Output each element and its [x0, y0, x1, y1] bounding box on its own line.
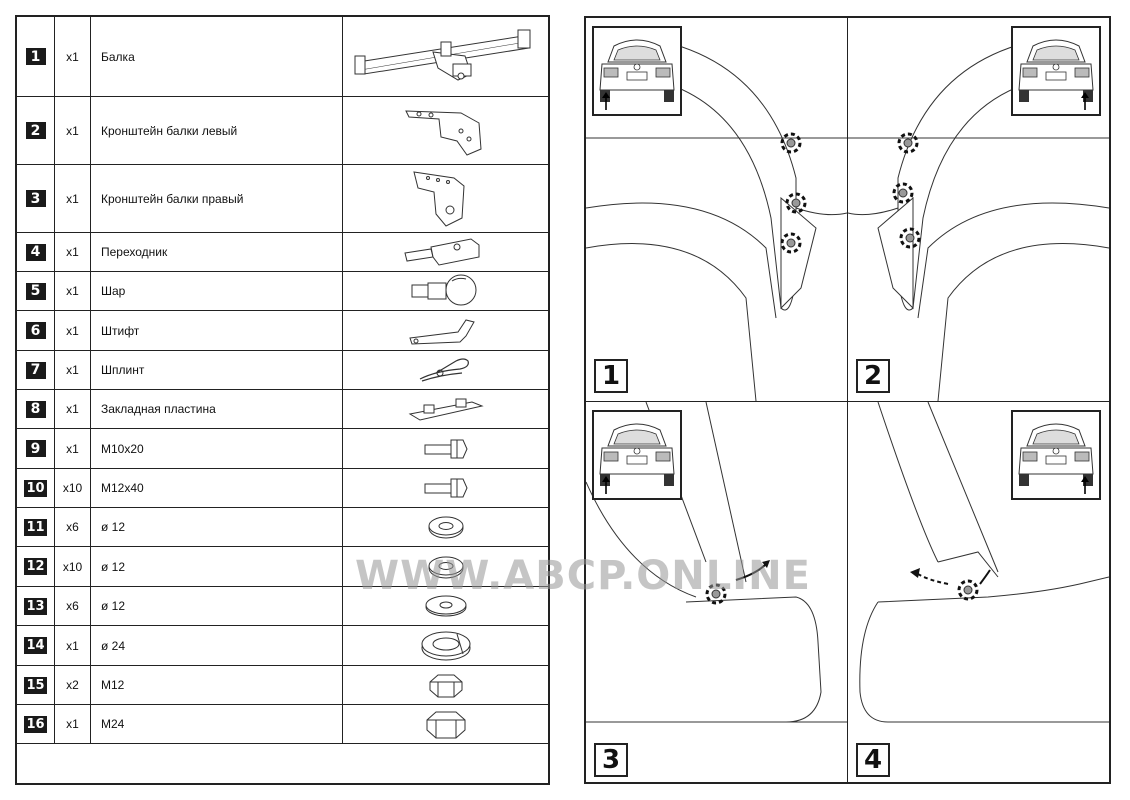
car-rear-right-arrow-icon [1011, 26, 1101, 116]
part-number-cell [17, 547, 55, 586]
part-number-cell [17, 626, 55, 665]
part-name: ø 12 [91, 587, 343, 625]
part-number-cell [17, 429, 55, 468]
parts-row [17, 429, 548, 469]
washer-icon [343, 547, 548, 586]
panel-divider-vertical [847, 18, 848, 782]
part-name: Шплинт [91, 351, 343, 389]
part-number: 12 [24, 558, 47, 575]
part-quantity: x1 [55, 233, 91, 271]
tow-ball-icon [343, 272, 548, 310]
part-number: 3 [26, 190, 46, 207]
car-rear-right-arrow-icon [1011, 410, 1101, 500]
part-number-cell [17, 469, 55, 507]
adapter-icon [343, 233, 548, 271]
part-number: 10 [24, 480, 47, 497]
part-number-cell [17, 390, 55, 428]
nut-icon [343, 666, 548, 704]
parts-row [17, 351, 548, 390]
installation-steps [584, 16, 1111, 784]
part-number-cell [17, 666, 55, 704]
install-step-panel [586, 402, 847, 785]
install-step-panel [848, 18, 1109, 401]
part-number: 9 [26, 440, 46, 457]
part-number: 14 [24, 637, 47, 654]
parts-row [17, 390, 548, 429]
part-number-cell [17, 17, 55, 96]
step-number: 4 [856, 743, 890, 777]
part-quantity: x1 [55, 705, 91, 743]
pin-icon [343, 311, 548, 350]
part-number: 13 [24, 598, 47, 615]
part-name: ø 24 [91, 626, 343, 665]
parts-row [17, 97, 548, 165]
part-number-cell [17, 272, 55, 310]
parts-row [17, 666, 548, 705]
mounting-plate-icon [343, 390, 548, 428]
part-quantity: x1 [55, 351, 91, 389]
part-name: Закладная пластина [91, 390, 343, 428]
part-quantity: x6 [55, 587, 91, 625]
parts-row [17, 626, 548, 666]
bolt-icon [343, 429, 548, 468]
part-quantity: x1 [55, 165, 91, 232]
part-name: Переходник [91, 233, 343, 271]
part-number: 5 [26, 283, 46, 300]
part-quantity: x1 [55, 429, 91, 468]
cotter-pin-icon [343, 351, 548, 389]
step-number: 1 [594, 359, 628, 393]
part-number-cell [17, 165, 55, 232]
parts-row [17, 508, 548, 547]
part-number: 4 [26, 244, 46, 261]
part-quantity: x10 [55, 469, 91, 507]
left-bracket-icon [343, 97, 548, 164]
spring-washer-icon [343, 626, 548, 665]
parts-row [17, 272, 548, 311]
part-quantity: x1 [55, 17, 91, 96]
part-number: 2 [26, 122, 46, 139]
part-name: Кронштейн балки левый [91, 97, 343, 164]
part-number-cell [17, 311, 55, 350]
part-quantity: x1 [55, 272, 91, 310]
part-quantity: x1 [55, 626, 91, 665]
part-number-cell [17, 705, 55, 743]
part-quantity: x10 [55, 547, 91, 586]
part-name: Шар [91, 272, 343, 310]
part-name: Штифт [91, 311, 343, 350]
parts-table [15, 15, 550, 785]
right-bracket-icon [343, 165, 548, 232]
parts-row [17, 311, 548, 351]
step-number: 3 [594, 743, 628, 777]
part-number: 11 [24, 519, 47, 536]
part-name: Балка [91, 17, 343, 96]
tow-bar-beam-icon [343, 17, 548, 96]
part-name: Кронштейн балки правый [91, 165, 343, 232]
parts-row-empty [17, 744, 548, 783]
part-quantity: x1 [55, 311, 91, 350]
parts-row [17, 165, 548, 233]
part-name: M12x40 [91, 469, 343, 507]
part-number: 6 [26, 322, 46, 339]
part-number-cell [17, 351, 55, 389]
parts-row [17, 17, 548, 97]
bolt-icon [343, 469, 548, 507]
parts-row [17, 547, 548, 587]
part-number: 1 [26, 48, 46, 65]
nut-icon [343, 705, 548, 743]
watermark: WWW.ABCP.ONLINE [355, 553, 811, 599]
car-rear-left-arrow-icon [592, 410, 682, 500]
part-number: 8 [26, 401, 46, 418]
part-number-cell [17, 97, 55, 164]
parts-row [17, 587, 548, 626]
part-name: M24 [91, 705, 343, 743]
part-number: 7 [26, 362, 46, 379]
part-name: M12 [91, 666, 343, 704]
install-step-panel [586, 18, 847, 401]
washer-icon [343, 508, 548, 546]
part-name: ø 12 [91, 547, 343, 586]
part-quantity: x1 [55, 97, 91, 164]
step-number: 2 [856, 359, 890, 393]
part-number-cell [17, 587, 55, 625]
car-rear-left-arrow-icon [592, 26, 682, 116]
part-quantity: x1 [55, 390, 91, 428]
part-quantity: x6 [55, 508, 91, 546]
flat-washer-icon [343, 587, 548, 625]
part-quantity: x2 [55, 666, 91, 704]
part-number: 15 [24, 677, 47, 694]
part-name: ø 12 [91, 508, 343, 546]
parts-row [17, 469, 548, 508]
parts-row [17, 705, 548, 744]
part-number: 16 [24, 716, 47, 733]
part-name: M10x20 [91, 429, 343, 468]
part-number-cell [17, 233, 55, 271]
install-step-panel [848, 402, 1109, 785]
part-number-cell [17, 508, 55, 546]
parts-row [17, 233, 548, 272]
panel-divider-horizontal [586, 401, 1109, 402]
